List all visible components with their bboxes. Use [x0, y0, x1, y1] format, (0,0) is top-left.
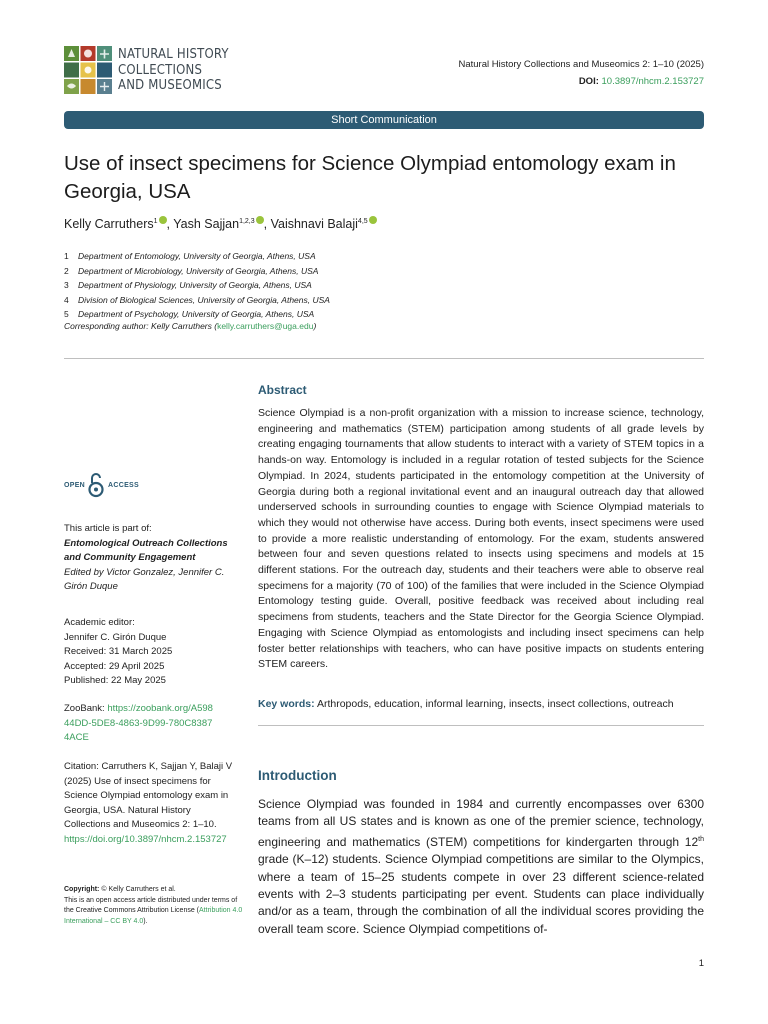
open-access-badge: OPEN ACCESS: [64, 472, 144, 498]
header-divider: [64, 358, 704, 359]
affiliation-item: 2 Department of Microbiology, University of Georgia, Athens, USA: [64, 265, 319, 276]
doi-label: DOI:: [578, 76, 599, 87]
introduction-heading: Introduction: [258, 768, 337, 783]
journal-logo-icon: [64, 46, 112, 94]
zoobank-link[interactable]: https://zoobank.org/A59844DD-5DE8-4863-9D99-780C83874ACE: [64, 703, 213, 743]
editorial-info: [64, 616, 239, 689]
academic-editor-label: Academic editor:: [64, 617, 135, 628]
zoobank-info: [64, 702, 214, 746]
orcid-icon[interactable]: [369, 216, 377, 224]
collection-editors: Edited by Victor Gonzalez, Jennifer C. Girón Duque: [64, 566, 225, 592]
keywords-divider: [258, 725, 704, 726]
corresponding-email-link[interactable]: kelly.carruthers@uga.edu: [217, 321, 314, 331]
keywords-list: Arthropods, education, informal learning, insects, insect collections, outreach: [316, 698, 674, 710]
accepted-date: Accepted: 29 April 2025: [64, 660, 165, 672]
author-list: Kelly Carruthers$^1$ , Yash Sajjan$^{1,2,3}$ , Vaishnavi Balaji$^{4,5}$: [64, 216, 377, 231]
orcid-icon[interactable]: [159, 216, 167, 224]
doi: [579, 76, 704, 87]
copyright-text: © Kelly Carruthers et al.: [101, 886, 176, 893]
author-affil-sup: 1,2,3: [239, 217, 255, 225]
zoobank-label: ZooBank:: [64, 703, 105, 714]
orcid-icon[interactable]: [256, 216, 264, 224]
keywords-label: Key words:: [258, 698, 315, 710]
doi-link[interactable]: 10.3897/nhcm.2.153727: [601, 76, 704, 87]
received-date: Received: 31 March 2025: [64, 646, 173, 657]
affiliation-item: 1 Department of Entomology, University of Georgia, Athens, USA: [64, 251, 316, 261]
affiliation-list: [64, 249, 330, 322]
academic-editor: Jennifer C. Girón Duque: [64, 631, 167, 643]
abstract-heading: Abstract: [258, 383, 307, 397]
published-date: Published: 22 May 2025: [64, 675, 166, 686]
page-number: 1: [698, 958, 704, 969]
citation-label: Citation:: [64, 761, 99, 772]
affiliation-item: 4 Division of Biological Sciences, University of Georgia, Athens, USA: [64, 294, 330, 305]
license-link[interactable]: Attribution 4.0 International – CC BY 4.0: [64, 907, 243, 925]
collection-title[interactable]: Entomological Outreach Collections and Community Engagement: [64, 537, 228, 563]
author-affil-sup: 4,5: [357, 217, 368, 225]
author-name[interactable]: Vaishnavi Balaji: [270, 217, 358, 231]
citation-info: [64, 760, 239, 847]
citation-doi-link[interactable]: https://doi.org/10.3897/nhcm.2.153727: [64, 833, 227, 845]
article-title: Use of insect specimens for Science Olympiad entomology exam in Georgia, USA: [64, 152, 676, 203]
copyright-label: Copyright:: [64, 886, 100, 893]
article-type-banner: Short Communication: [64, 111, 704, 129]
affiliation-item: 5 Department of Psychology, University of Georgia, Athens, USA: [64, 309, 315, 319]
journal-reference: Natural History Collections and Museomics 2: 1–10 (2025): [458, 59, 704, 70]
citation-text: Carruthers K, Sajjan Y, Balaji V (2025) Use of insect specimens for Science Olympiad entomology exam in Georgia, USA. Natural History Collections and Museomics 2: 1–10.: [64, 761, 233, 830]
corresponding-author: Corresponding author: Kelly Carruthers (kelly.carruthers@uga.edu): [64, 321, 317, 331]
journal-logo[interactable]: [64, 46, 234, 98]
keywords: [258, 698, 704, 710]
author-name[interactable]: Kelly Carruthers: [64, 217, 154, 231]
open-access-lock-icon: [88, 472, 104, 498]
affiliation-item: 3 Department of Physiology, University of Georgia, Athens, USA: [64, 280, 312, 290]
collection-info: [64, 522, 239, 595]
collection-label: This article is part of:: [64, 523, 152, 534]
introduction-text: Science Olympiad was founded in 1984 and currently encompasses over 6300 teams from all US states and is known as one of the premier science, technology, engineering and mathematics (STEM) competitions for kindergarten through 12th grade (K–12) students. Science Olympiad competitions are similar to the Olympics, where a team of 15–25 students compete in over 23 different science-related events with 2–3 students participating per event. Students can place individually and/or as a team, through the combination of all the individual scores providing the overall team score. Science Olympiad competitions of-: [258, 797, 704, 936]
author-name[interactable]: Yash Sajjan: [173, 217, 240, 231]
journal-logo-text: NATURAL HISTORY COLLECTIONS AND MUSEOMICS: [118, 47, 229, 93]
author-affil-sup: 1: [153, 217, 158, 225]
copyright-info: Copyright: © Kelly Carruthers et al. This is an open access article distributed under terms of the Creative Commons Attribution License (Attribution 4.0 International – CC BY 4.0).: [64, 886, 243, 925]
abstract-text: Science Olympiad is a non-profit organization with a mission to increase science, technology, engineering and mathematics (STEM) participation among students of all grade levels by creating engaging tournaments that allow students to interact with a variety of STEM topics in a hands-on way. Entomology is included in a regular rotation of tested subjects for the Science Olympiad. In 2024, students participated in the entomology competition at the University of Georgia during both a regional invitational event and an inaugural outreach day that allowed underserved schools in surrounding counties to engage with Science Olympiad materials to which they would not otherwise have access. During both events, insect specimens were used to provide a more realistic understanding of entomology. For the exam, students answered between four and seven questions related to insects using specimens and models at 15 different stations. For the outreach day, students and their teachers were able to observe real specimens for a majority (70 of 100) of the families that were included in the Science Olympiad Entomology testing guide. Overall, positive feedback was received about including real specimens from students, teachers and the State Director for the Georgia Science Olympiad. Engaging with Science Olympiad as entomologists and including insect specimens can help foster better relationships with teachers, who can have positive impacts on students entering STEM careers.: [258, 407, 704, 671]
